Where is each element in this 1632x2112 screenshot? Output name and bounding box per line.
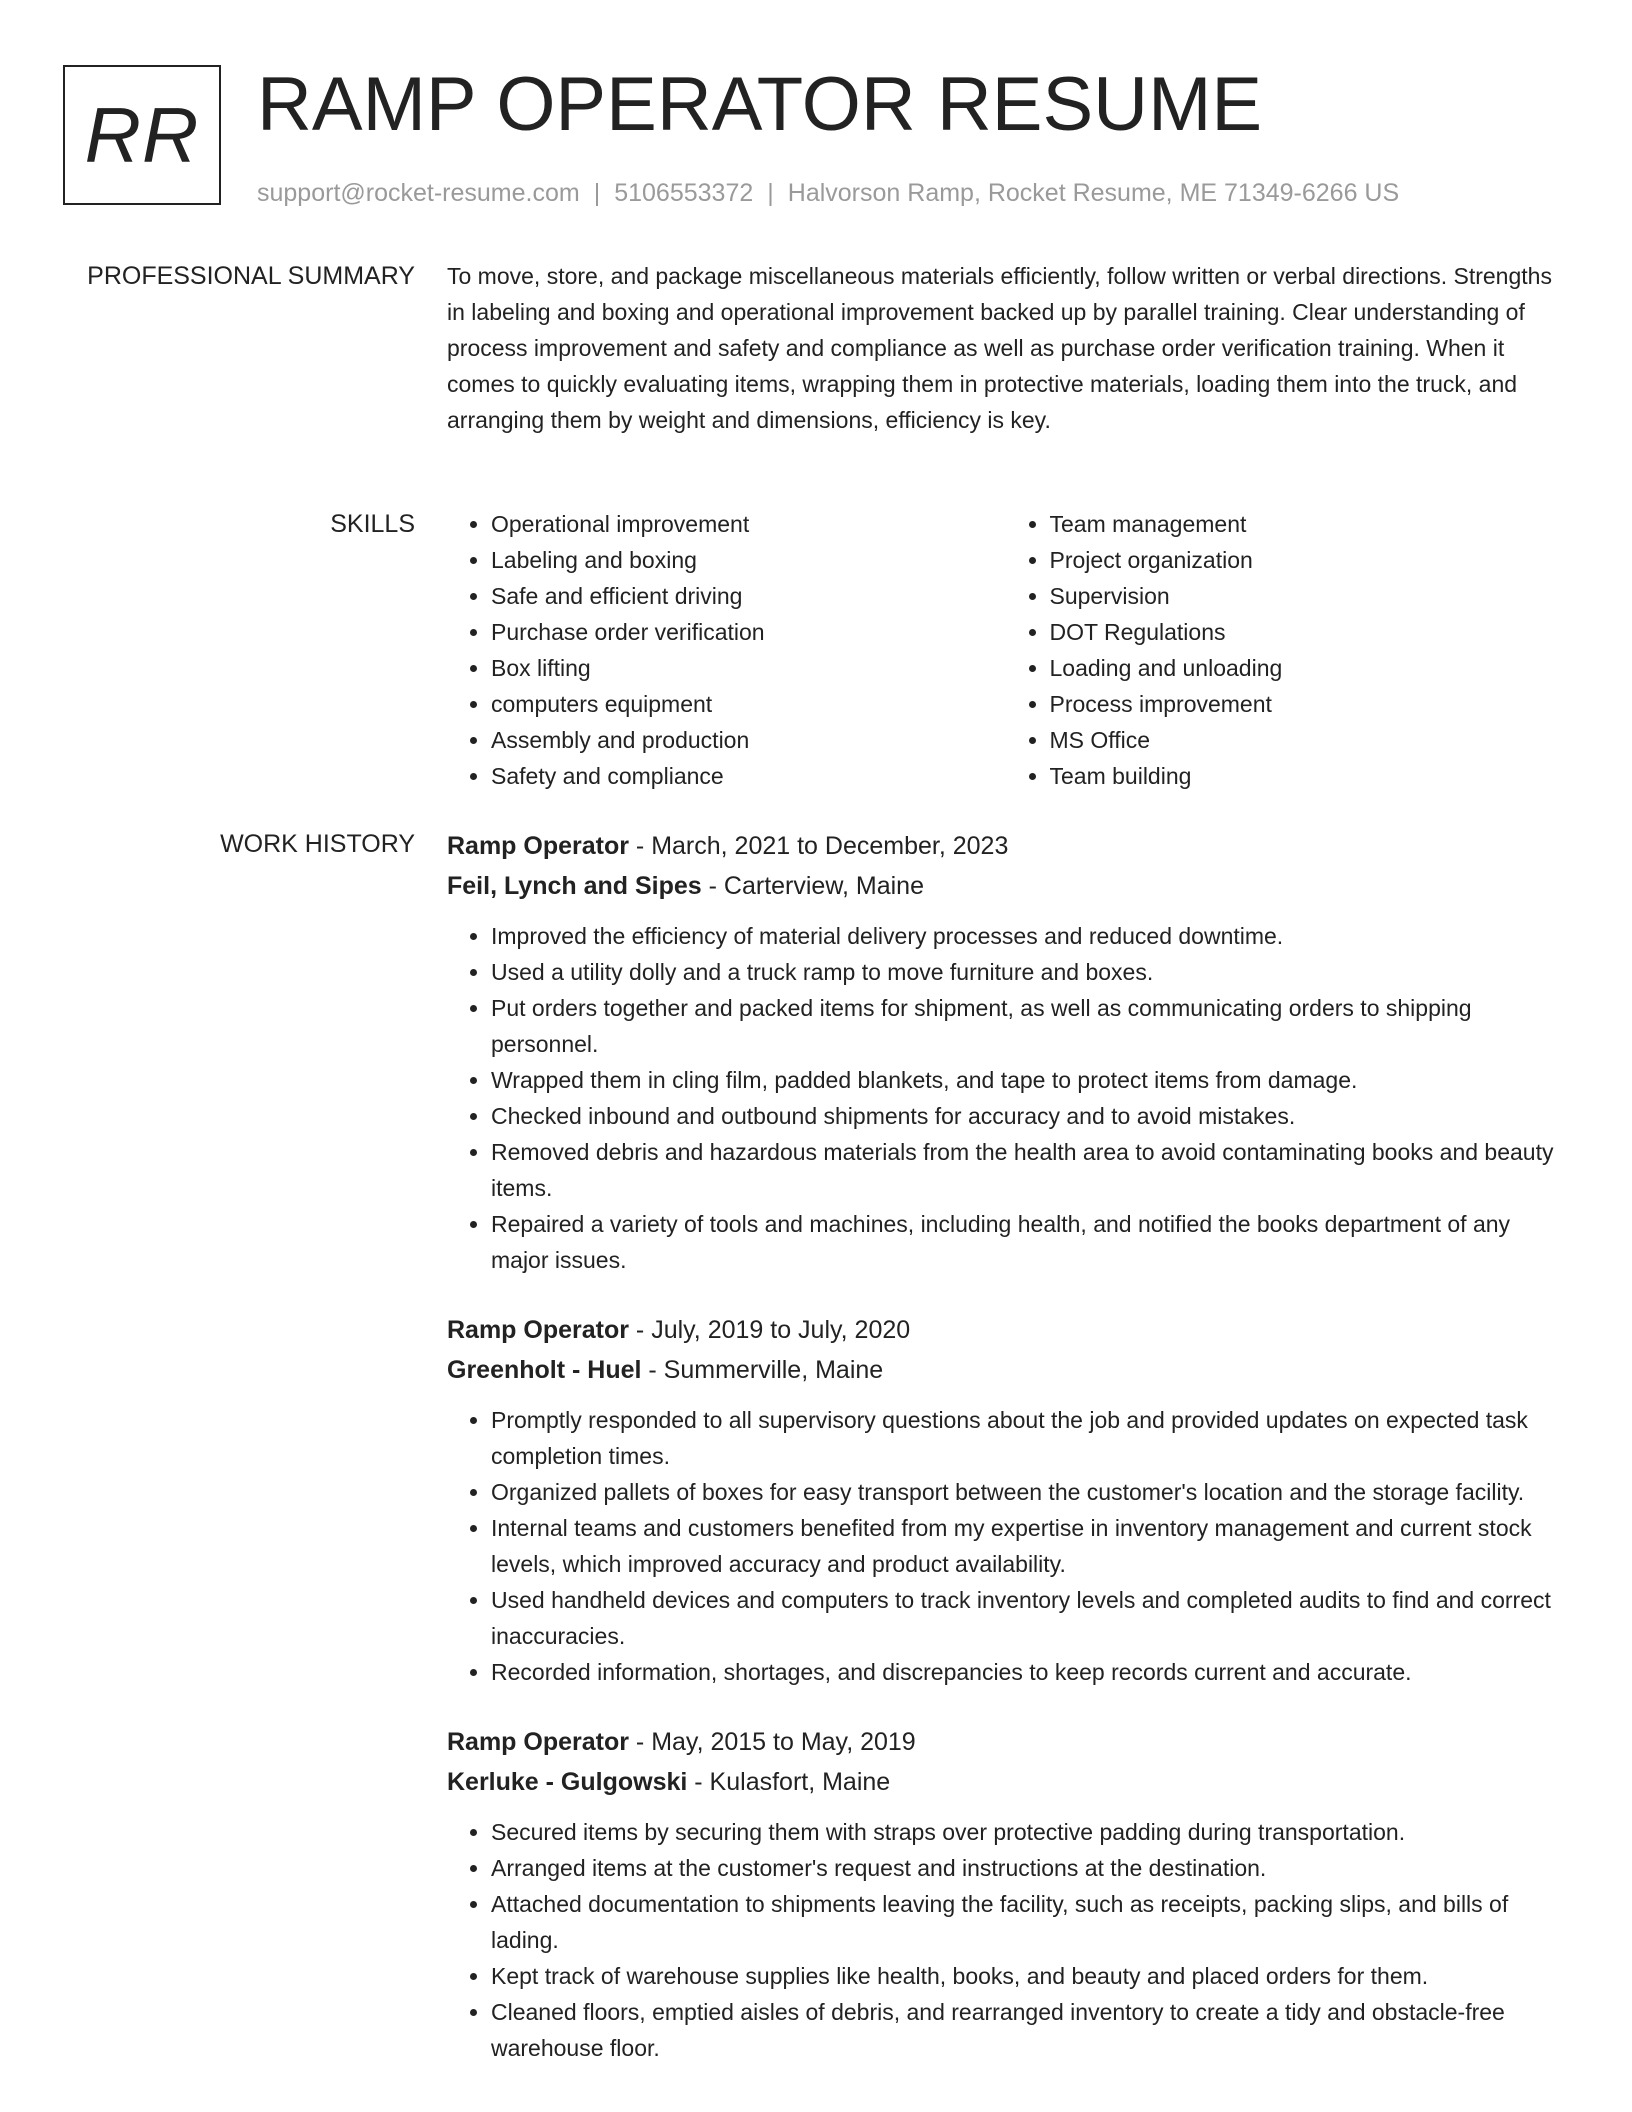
job-bullet: • Internal teams and customers benefited from my expertise in inventory management and current stock levels, which improved accuracy and product availability. bbox=[491, 1510, 1564, 1582]
skill-item: • Operational improvement bbox=[491, 506, 1006, 542]
job-bullet: • Attached documentation to shipments leaving the facility, such as receipts, packing slips, and bills of lading. bbox=[491, 1886, 1564, 1958]
resume-title: RAMP OPERATOR RESUME bbox=[257, 62, 1263, 147]
job-dates: - March, 2021 to December, 2023 bbox=[628, 832, 1009, 860]
job-dates: - May, 2015 to May, 2019 bbox=[628, 1728, 916, 1756]
skills-list-right bbox=[1006, 506, 1565, 794]
job-bullet: • Repaired a variety of tools and machines, including health, and notified the books department of any major issues. bbox=[491, 1206, 1564, 1278]
skill-item: • Assembly and production bbox=[491, 722, 1006, 758]
skill-item: • Safe and efficient driving bbox=[491, 578, 1006, 614]
title-block bbox=[257, 62, 1572, 208]
job-company: Feil, Lynch and Sipes bbox=[447, 872, 702, 900]
monogram-logo: RR bbox=[63, 65, 221, 205]
skill-item: • Project organization bbox=[1050, 542, 1565, 578]
job-bullet: • Improved the efficiency of material delivery processes and reduced downtime. bbox=[491, 918, 1564, 954]
job-title: Ramp Operator bbox=[447, 1728, 629, 1756]
contact-phone[interactable]: 5106553372 bbox=[614, 179, 754, 207]
work-history-body bbox=[447, 826, 1564, 2098]
job-bullet: • Used handheld devices and computers to track inventory levels and completed audits to find and correct inaccuracies. bbox=[491, 1582, 1564, 1654]
job-company: Kerluke - Gulgowski bbox=[447, 1768, 688, 1796]
job-bullet: • Arranged items at the customer's request and instructions at the destination. bbox=[491, 1850, 1564, 1886]
job-location: - Carterview, Maine bbox=[701, 872, 924, 900]
summary-body bbox=[447, 258, 1564, 438]
skills-label: SKILLS bbox=[330, 510, 415, 538]
job-company: Greenholt - Huel bbox=[447, 1356, 642, 1384]
contact-separator: | bbox=[593, 179, 601, 207]
job-bullet: • Wrapped them in cling film, padded blankets, and tape to protect items from damage. bbox=[491, 1062, 1564, 1098]
skill-item: • Labeling and boxing bbox=[491, 542, 1006, 578]
skill-item: • Box lifting bbox=[491, 650, 1006, 686]
job-bullets bbox=[447, 1402, 1564, 1690]
summary-label: PROFESSIONAL SUMMARY bbox=[87, 262, 415, 290]
skill-item: • Team building bbox=[1050, 758, 1565, 794]
job-bullets bbox=[447, 918, 1564, 1278]
contact-separator: | bbox=[767, 179, 774, 207]
summary-text: To move, store, and package miscellaneous materials efficiently, follow written or verbal directions. Strengths in labeling and boxing and operational improvement backed up by parallel training. Clear understanding of process improvement and safety and compliance as well as purchase order verification training. When it comes to quickly evaluating items, wrapping them in protective materials, loading them into the truck, and arranging them by weight and dimensions, efficiency is key. bbox=[447, 263, 1552, 433]
job-bullet: • Kept track of warehouse supplies like health, books, and beauty and placed orders for them. bbox=[491, 1958, 1564, 1994]
job-bullet: • Put orders together and packed items for shipment, as well as communicating orders to shipping personnel. bbox=[491, 990, 1564, 1062]
job-title-line bbox=[447, 1310, 1564, 1350]
skills-list-left bbox=[447, 506, 1006, 794]
job-entry bbox=[447, 826, 1564, 1278]
skill-item: • computers equipment bbox=[491, 686, 1006, 722]
contact-line bbox=[257, 179, 1572, 208]
job-bullet: • Organized pallets of boxes for easy transport between the customer's location and the storage facility. bbox=[491, 1474, 1564, 1510]
job-location: - Kulasfort, Maine bbox=[687, 1768, 891, 1796]
skill-item: • Safety and compliance bbox=[491, 758, 1006, 794]
job-bullet: • Secured items by securing them with straps over protective padding during transportation. bbox=[491, 1814, 1564, 1850]
skill-item: • Purchase order verification bbox=[491, 614, 1006, 650]
job-bullets bbox=[447, 1814, 1564, 2066]
job-title: Ramp Operator bbox=[447, 832, 629, 860]
job-entry bbox=[447, 1722, 1564, 2066]
job-bullet: • Used a utility dolly and a truck ramp to move furniture and boxes. bbox=[491, 954, 1564, 990]
job-entry bbox=[447, 1310, 1564, 1690]
job-company-line bbox=[447, 1350, 1564, 1390]
job-title-line bbox=[447, 1722, 1564, 1762]
contact-address: Halvorson Ramp, Rocket Resume, ME 71349-6266 US bbox=[787, 179, 1400, 207]
job-company-line bbox=[447, 866, 1564, 906]
work-history-label: WORK HISTORY bbox=[220, 830, 415, 858]
job-bullet: • Removed debris and hazardous materials from the health area to avoid contaminating books and beauty items. bbox=[491, 1134, 1564, 1206]
job-bullet: • Checked inbound and outbound shipments for accuracy and to avoid mistakes. bbox=[491, 1098, 1564, 1134]
job-bullet: • Promptly responded to all supervisory questions about the job and provided updates on expected task completion times. bbox=[491, 1402, 1564, 1474]
job-title-line bbox=[447, 826, 1564, 866]
job-bullet: • Recorded information, shortages, and discrepancies to keep records current and accurate. bbox=[491, 1654, 1564, 1690]
skill-item: • Team management bbox=[1050, 506, 1565, 542]
skills-body bbox=[447, 506, 1564, 794]
job-title: Ramp Operator bbox=[447, 1316, 629, 1344]
job-bullet: • Cleaned floors, emptied aisles of debris, and rearranged inventory to create a tidy and obstacle-free warehouse floor. bbox=[491, 1994, 1564, 2066]
skill-item: • Loading and unloading bbox=[1050, 650, 1565, 686]
skill-item: • MS Office bbox=[1050, 722, 1565, 758]
job-dates: - July, 2019 to July, 2020 bbox=[628, 1316, 911, 1344]
contact-email[interactable]: support@rocket-resume.com bbox=[257, 179, 580, 207]
job-location: - Summerville, Maine bbox=[641, 1356, 884, 1384]
skill-item: • DOT Regulations bbox=[1050, 614, 1565, 650]
skill-item: • Process improvement bbox=[1050, 686, 1565, 722]
job-company-line bbox=[447, 1762, 1564, 1802]
skill-item: • Supervision bbox=[1050, 578, 1565, 614]
